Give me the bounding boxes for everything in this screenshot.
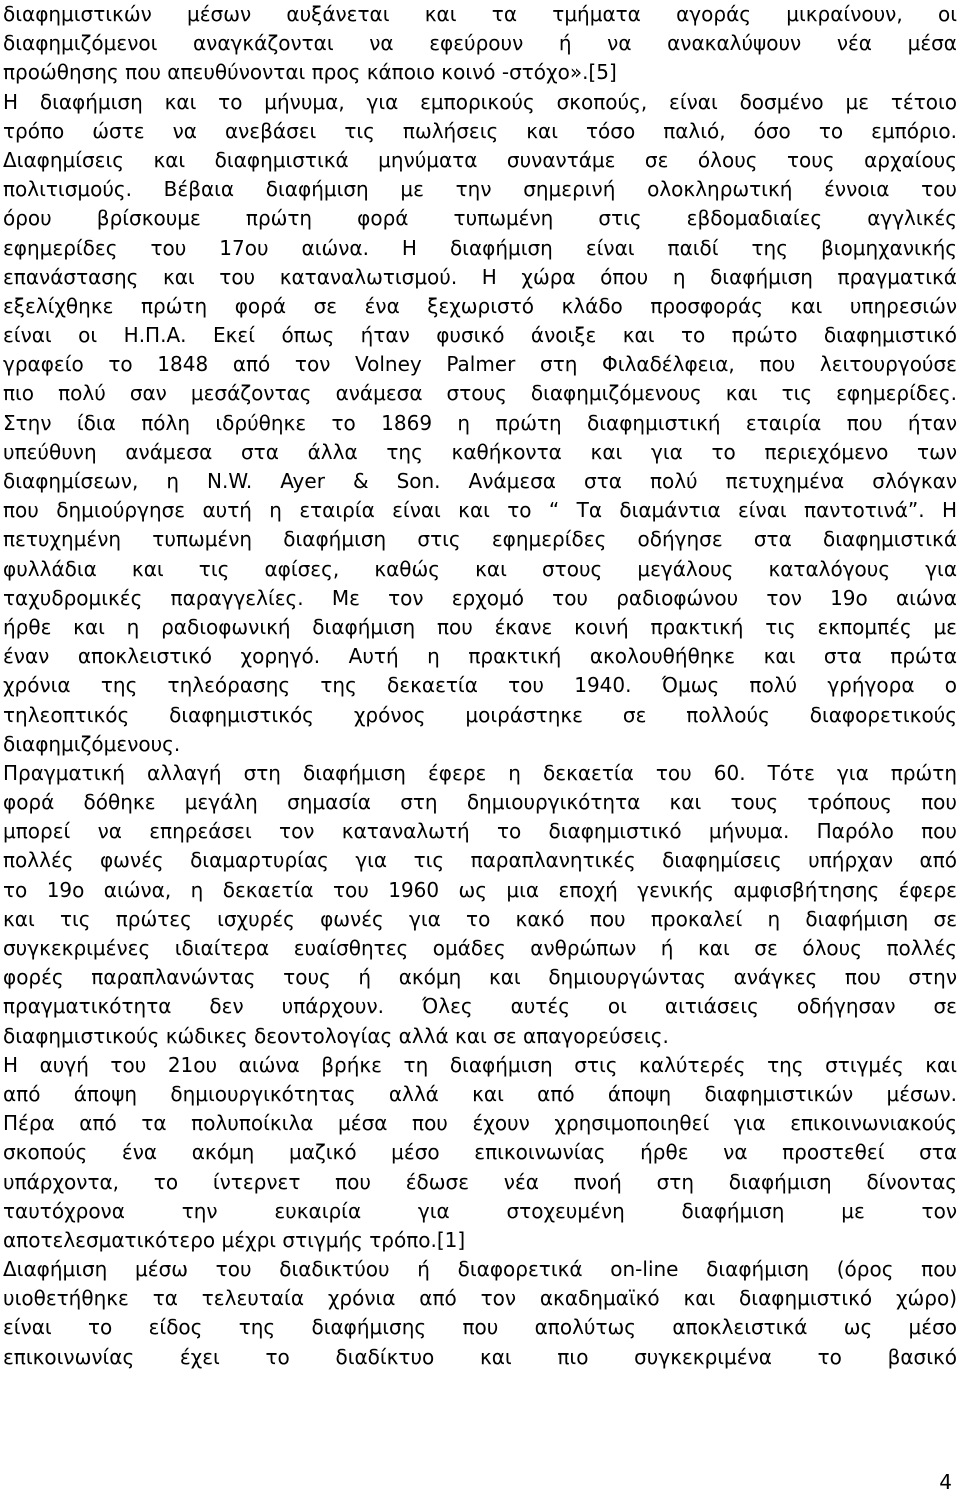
text-lines xyxy=(3,0,957,1372)
text-line: ήρθε και η ραδιοφωνική διαφήμιση που έκανε κοινή πρακτική τις εκπομπές με xyxy=(3,614,957,639)
text-line: φορά δόθηκε μεγάλη σημασία στη δημιουργικότητα και τους τρόπους που xyxy=(3,790,957,815)
text-line: προώθησης που απευθύνονται προς κάποιο κοινό -στόχο».[5] xyxy=(3,60,617,85)
page-number: 4 xyxy=(939,1470,952,1494)
text-line: διαφημιζόμενοι αναγκάζονται να εφεύρουν ή να ανακαλύψουν νέα μέσα xyxy=(3,31,957,56)
text-line: εξελίχθηκε πρώτη φορά σε ένα ξεχωριστό κλάδο προσφοράς και υπηρεσιών xyxy=(3,293,957,318)
text-line: είναι το είδος της διαφήμισης που απολύτως αποκλειστικά ως μέσο xyxy=(3,1315,957,1340)
text-line: Διαφήμιση μέσω του διαδικτύου ή διαφορετικά on-line διαφήμιση (όρος που xyxy=(3,1257,957,1282)
text-line: Πέρα από τα πολυποίκιλα μέσα που έχουν χρησιμοποιηθεί για επικοινωνιακούς xyxy=(3,1111,957,1136)
text-line: χρόνια της τηλεόρασης της δεκαετία του 1940. Όμως πολύ γρήγορα ο xyxy=(3,673,957,698)
text-line: φορές παραπλανώντας τους ή ακόμη και δημιουργώντας ανάγκες που στην xyxy=(3,965,957,990)
text-line: αποτελεσματικότερο μέχρι στιγμής τρόπο.[1] xyxy=(3,1227,466,1252)
text-line: εφημερίδες του 17ου αιώνα. Η διαφήμιση είναι παιδί της βιομηχανικής xyxy=(3,235,957,260)
text-line: διαφημιστικών μέσων αυξάνεται και τα τμήματα αγοράς μικραίνουν, οι xyxy=(3,2,957,26)
text-line: Στην ίδια πόλη ιδρύθηκε το 1869 η πρώτη διαφημιστική εταιρία που ήταν xyxy=(3,410,957,435)
text-line: που δημιούργησε αυτή η εταιρία είναι και το “ Τα διαμάντια είναι παντοτινά”. Η xyxy=(3,498,957,523)
text-line: διαφημιστικούς κώδικες δεοντολογίας αλλά και σε απαγορεύσεις. xyxy=(3,1023,669,1048)
text-line: μπορεί να επηρεάσει τον καταναλωτή το διαφημιστικό μήνυμα. Παρόλο που xyxy=(3,819,957,844)
text-line: σκοπούς ένα ακόμη μαζικό μέσο επικοινωνίας ήρθε να προστεθεί στα xyxy=(3,1140,957,1165)
text-line: διαφημιζόμενους. xyxy=(3,731,181,756)
document-body xyxy=(3,0,957,1372)
text-line: πιο πολύ σαν μεσάζοντας ανάμεσα στους διαφημιζόμενους και τις εφημερίδες. xyxy=(3,381,957,406)
text-line: υιοθετήθηκε τα τελευταία χρόνια από τον ακαδημαϊκό και διαφημιστικό χώρο) xyxy=(3,1286,957,1311)
text-line: διαφημίσεων, η N.W. Ayer & Son. Ανάμεσα στα πολύ πετυχημένα σλόγκαν xyxy=(3,469,957,493)
text-line: από άποψη δημιουργικότητας αλλά και από άποψη διαφημιστικών μέσων. xyxy=(3,1081,957,1106)
text-line: ταχυδρομικές παραγγελίες. Με τον ερχομό του ραδιοφώνου τον 19ο αιώνα xyxy=(3,585,957,610)
text-line: επανάστασης και του καταναλωτισμού. Η χώρα όπου η διαφήμιση πραγματικά xyxy=(3,264,957,289)
text-line: Διαφημίσεις και διαφημιστικά μηνύματα συναντάμε σε όλους τους αρχαίους xyxy=(3,147,957,172)
text-line: Πραγματική αλλαγή στη διαφήμιση έφερε η δεκαετία του 60. Τότε για πρώτη xyxy=(3,760,957,785)
text-line: είναι οι Η.Π.Α. Εκεί όπως ήταν φυσικό άνοιξε και το πρώτο διαφημιστικό xyxy=(3,323,957,348)
text-line: το 19ο αιώνα, η δεκαετία του 1960 ως μια εποχή γενικής αμφισβήτησης έφερε xyxy=(3,877,957,902)
text-line: πολιτισμούς. Βέβαια διαφήμιση με την σημερινή ολοκληρωτική έννοια του xyxy=(3,177,957,202)
text-line: και τις πρώτες ισχυρές φωνές για το κακό που προκαλεί η διαφήμιση σε xyxy=(3,906,957,931)
text-line: όρου βρίσκουμε πρώτη φορά τυπωμένη στις εβδομαδιαίες αγγλικές xyxy=(3,206,957,231)
text-line: τηλεοπτικός διαφημιστικός χρόνος μοιράστηκε σε πολλούς διαφορετικούς xyxy=(3,702,957,727)
text-line: συγκεκριμένες ιδιαίτερα ευαίσθητες ομάδες ανθρώπων ή και σε όλους πολλές xyxy=(3,936,957,960)
text-line: γραφείο το 1848 από τον Volney Palmer στη Φιλαδέλφεια, που λειτουργούσε xyxy=(3,352,957,377)
text-line: επικοινωνίας έχει το διαδίκτυο και πιο συγκεκριμένα το βασικό xyxy=(3,1344,957,1369)
text-line: πετυχημένη τυπωμένη διαφήμιση στις εφημερίδες οδήγησε στα διαφημιστικά xyxy=(3,527,957,552)
text-line: φυλλάδια και τις αφίσες, καθώς και στους μεγάλους καταλόγους για xyxy=(3,556,957,581)
text-line: ταυτόχρονα την ευκαιρία για στοχευμένη διαφήμιση με τον xyxy=(3,1198,957,1223)
text-line: υπεύθυνη ανάμεσα στα άλλα της καθήκοντα και για το περιεχόμενο των xyxy=(3,439,957,464)
text-line: τρόπο ώστε να ανεβάσει τις πωλήσεις και τόσο παλιό, όσο το εμπόριο. xyxy=(3,118,957,143)
text-line: Η διαφήμιση και το μήνυμα, για εμπορικούς σκοπούς, είναι δοσμένο με τέτοιο xyxy=(3,89,957,114)
text-line: υπάρχοντα, το ίντερνετ που έδωσε νέα πνοή στη διαφήμιση δίνοντας xyxy=(3,1169,957,1194)
text-line: πολλές φωνές διαμαρτυρίας για τις παραπλανητικές διαφημίσεις υπήρχαν από xyxy=(3,848,957,873)
text-line: Η αυγή του 21ου αιώνα βρήκε τη διαφήμιση στις καλύτερές της στιγμές και xyxy=(3,1052,957,1077)
text-line: έναν αποκλειστικό χορηγό. Αυτή η πρακτική ακολουθήθηκε και στα πρώτα xyxy=(3,644,957,669)
text-line: πραγματικότητα δεν υπάρχουν. Όλες αυτές οι αιτιάσεις οδήγησαν σε xyxy=(3,994,957,1019)
